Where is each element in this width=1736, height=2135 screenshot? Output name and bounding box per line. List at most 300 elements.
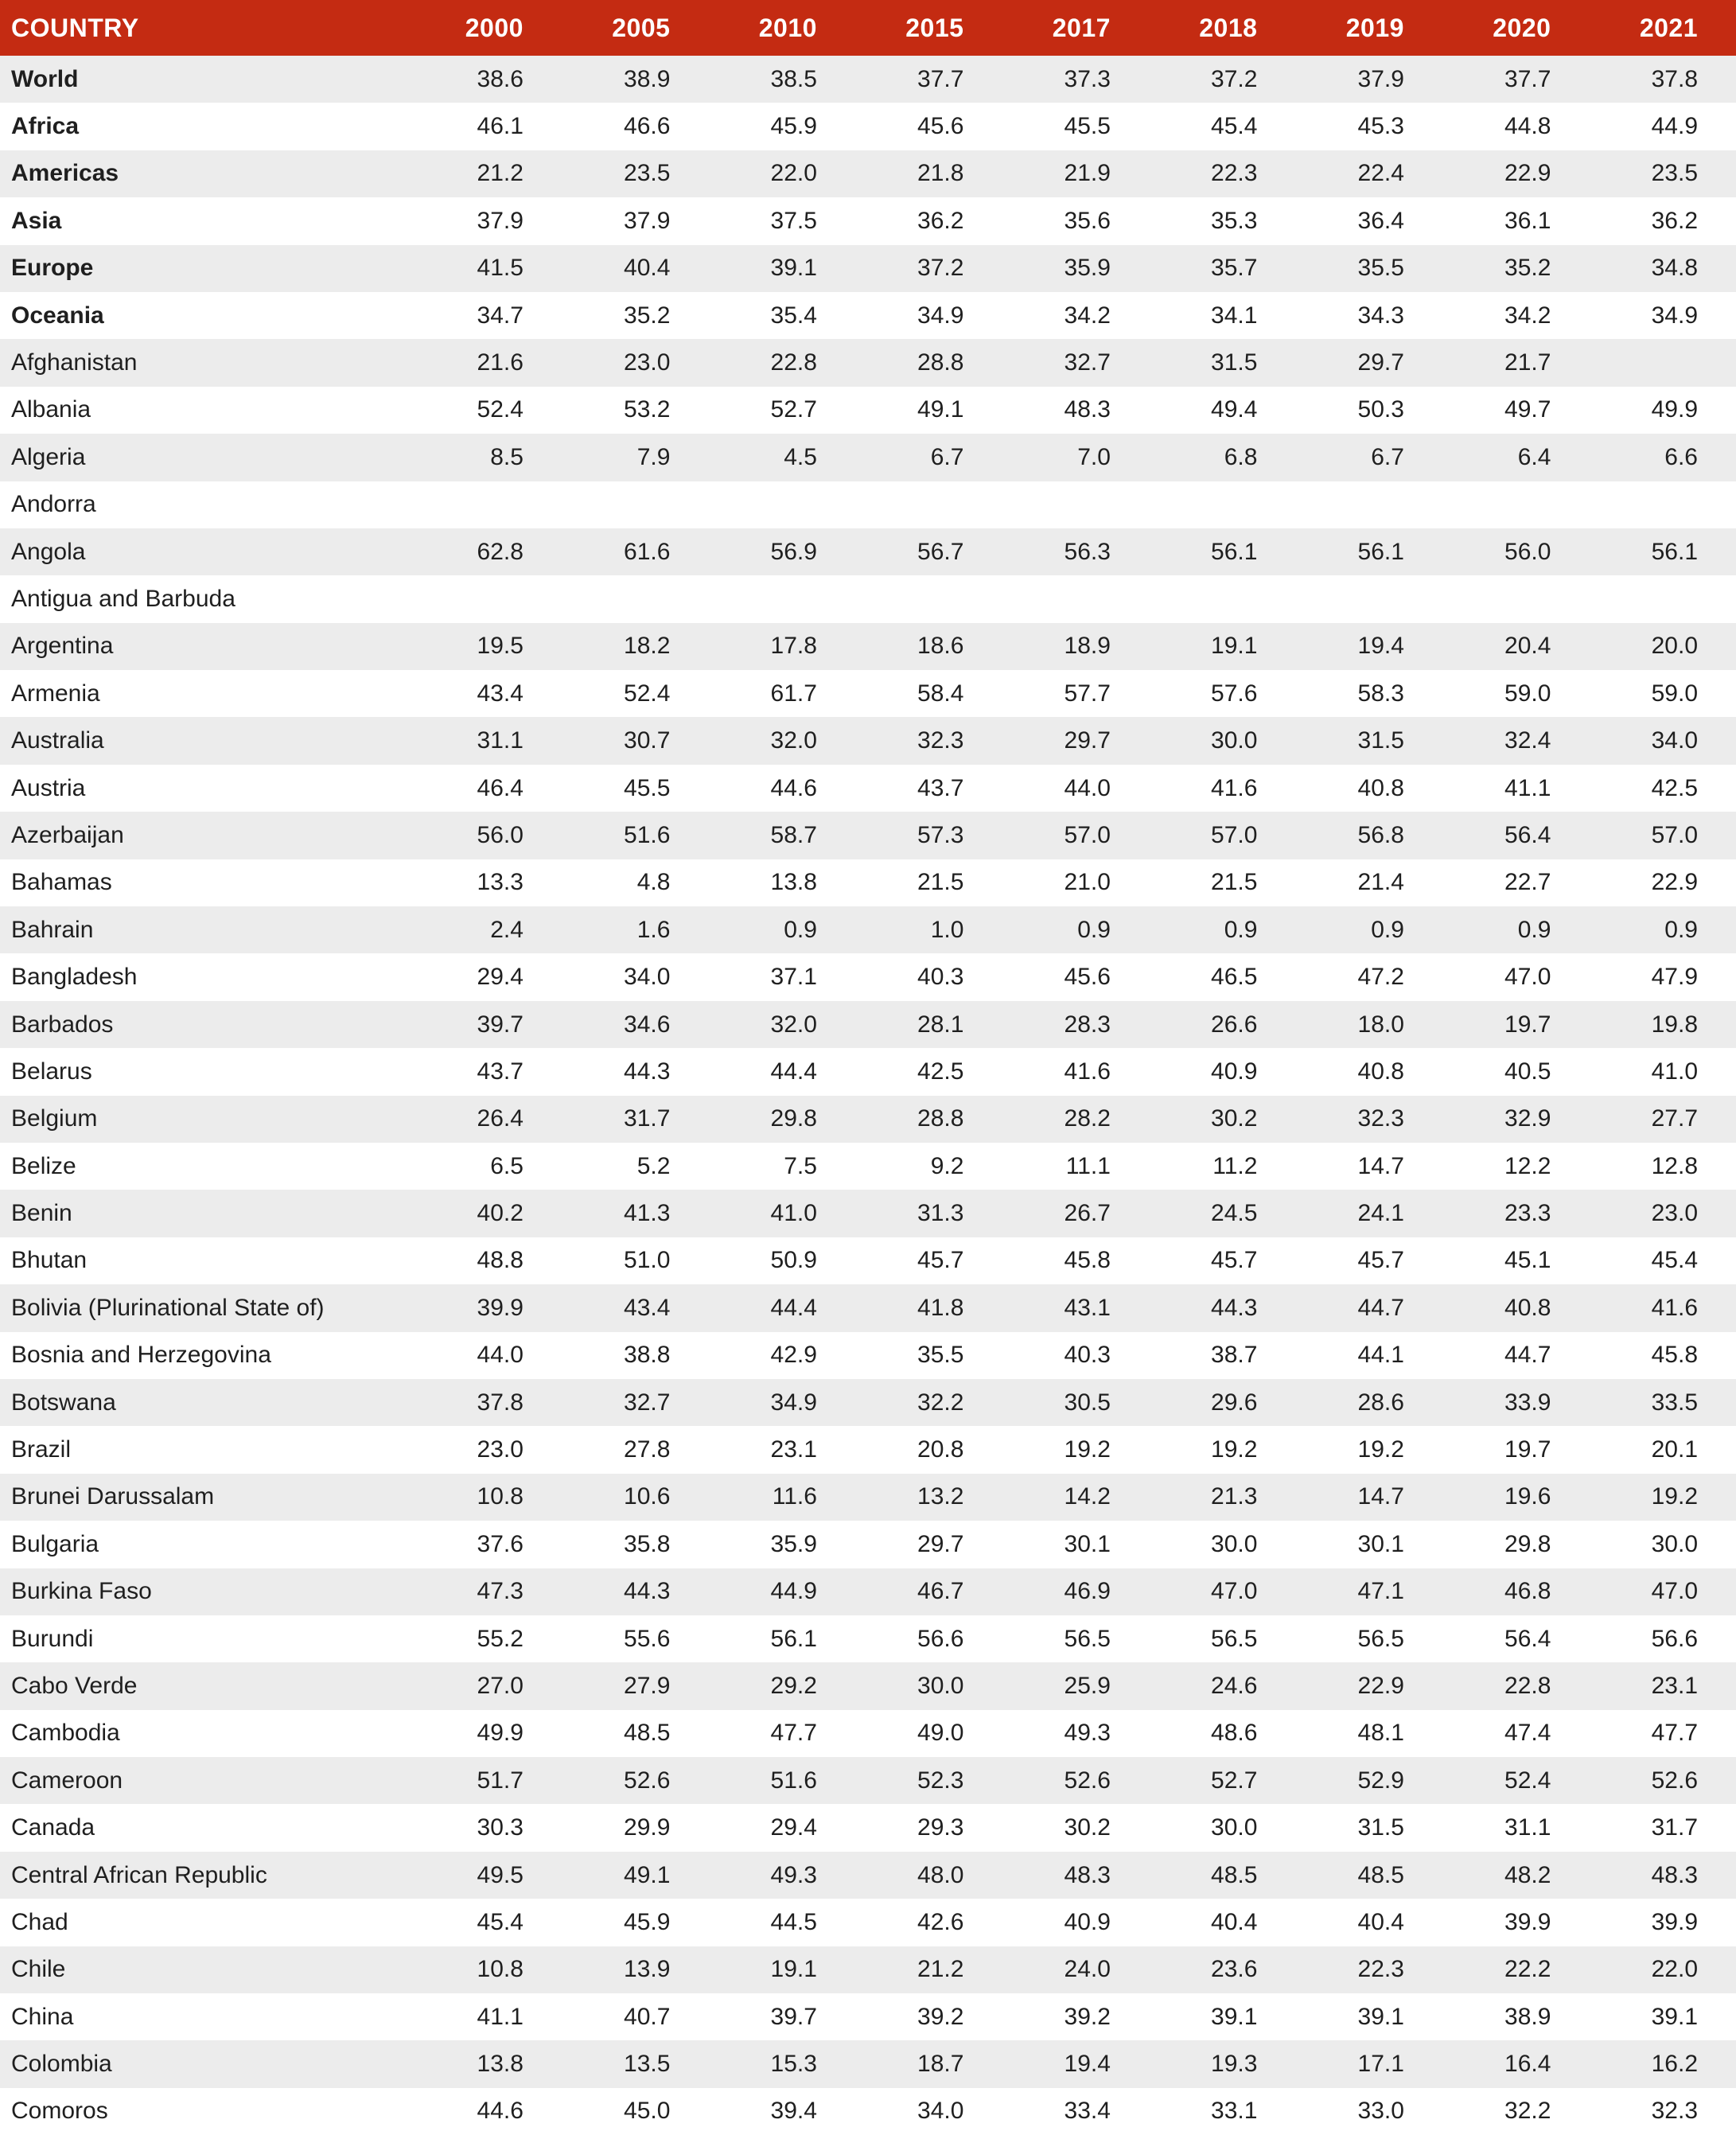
value-cell: 39.2 — [1064, 2003, 1111, 2030]
value-cell: 18.2 — [624, 633, 671, 660]
value-cell: 41.8 — [917, 1294, 964, 1321]
value-cell: 52.9 — [1357, 1767, 1404, 1794]
value-cell: 13.8 — [770, 869, 817, 896]
column-header-year: 2005 — [612, 13, 671, 42]
table-row — [0, 1143, 1736, 1190]
value-cell: 19.3 — [1211, 2051, 1258, 2078]
country-cell: Bhutan — [11, 1247, 88, 1274]
value-cell: 44.4 — [770, 1058, 817, 1085]
column-header-year: 2019 — [1345, 13, 1404, 42]
value-cell: 40.3 — [917, 964, 964, 991]
value-cell: 38.7 — [1211, 1342, 1258, 1369]
value-cell: 44.7 — [1357, 1294, 1404, 1321]
column-header-year: 2015 — [905, 13, 964, 42]
value-cell — [708, 481, 855, 528]
value-cell: 21.8 — [917, 160, 964, 187]
value-cell — [1002, 575, 1149, 622]
region-row — [0, 245, 1736, 292]
value-cell: 56.1 — [1211, 538, 1258, 565]
value-cell: 35.7 — [1211, 255, 1258, 282]
country-cell: Antigua and Barbuda — [11, 585, 235, 612]
value-cell: 41.3 — [624, 1200, 671, 1227]
value-cell: 22.4 — [1357, 160, 1404, 187]
value-cell: 46.6 — [624, 113, 671, 140]
table-row — [0, 906, 1736, 953]
value-cell: 32.2 — [917, 1389, 964, 1416]
region-row — [0, 150, 1736, 197]
value-cell: 12.2 — [1504, 1152, 1551, 1179]
value-cell: 47.7 — [1651, 1720, 1698, 1747]
value-cell: 37.2 — [1211, 65, 1258, 92]
value-cell: 56.0 — [1504, 538, 1551, 565]
value-cell: 22.3 — [1357, 1956, 1404, 1983]
value-cell — [1589, 339, 1736, 386]
value-cell: 17.8 — [770, 633, 817, 660]
country-cell: Benin — [11, 1200, 72, 1227]
country-cell: Colombia — [11, 2051, 112, 2078]
value-cell: 52.4 — [1504, 1767, 1551, 1794]
value-cell: 23.0 — [477, 1436, 524, 1463]
value-cell: 40.7 — [624, 2003, 671, 2030]
value-cell: 47.0 — [1651, 1578, 1698, 1605]
value-cell: 47.2 — [1357, 964, 1404, 991]
value-cell: 57.3 — [917, 821, 964, 848]
value-cell: 22.8 — [1504, 1672, 1551, 1699]
region-row — [0, 197, 1736, 244]
table-row — [0, 434, 1736, 481]
value-cell: 9.2 — [930, 1152, 964, 1179]
country-cell: World — [11, 65, 79, 92]
value-cell: 13.8 — [477, 2051, 524, 2078]
value-cell — [708, 575, 855, 622]
value-cell: 16.4 — [1504, 2051, 1551, 2078]
value-cell: 46.7 — [917, 1578, 964, 1605]
value-cell: 44.1 — [1357, 1342, 1404, 1369]
value-cell: 45.5 — [1064, 113, 1111, 140]
value-cell: 19.8 — [1651, 1011, 1698, 1038]
value-cell: 44.7 — [1504, 1342, 1551, 1369]
value-cell: 46.1 — [477, 113, 524, 140]
value-cell: 14.2 — [1064, 1483, 1111, 1510]
country-cell: Bangladesh — [11, 964, 138, 991]
value-cell: 48.6 — [1211, 1720, 1258, 1747]
value-cell: 10.8 — [477, 1483, 524, 1510]
value-cell: 35.5 — [917, 1342, 964, 1369]
value-cell: 42.5 — [917, 1058, 964, 1085]
value-cell: 39.4 — [770, 2098, 817, 2125]
value-cell: 0.9 — [1664, 916, 1698, 943]
table-row — [0, 953, 1736, 1000]
value-cell: 28.2 — [1064, 1105, 1111, 1132]
value-cell: 23.5 — [1651, 160, 1698, 187]
value-cell: 33.4 — [1064, 2098, 1111, 2125]
value-cell: 49.9 — [477, 1720, 524, 1747]
country-cell: Africa — [11, 113, 80, 140]
column-header-year: 2017 — [1052, 13, 1111, 42]
value-cell: 21.7 — [1504, 349, 1551, 376]
value-cell: 42.6 — [917, 1908, 964, 1935]
value-cell: 42.9 — [770, 1342, 817, 1369]
value-cell: 56.1 — [770, 1625, 817, 1652]
value-cell: 35.9 — [1064, 255, 1111, 282]
country-cell: Brazil — [11, 1436, 72, 1463]
country-cell: Bahamas — [11, 869, 112, 896]
value-cell: 57.0 — [1211, 821, 1258, 848]
value-cell — [855, 481, 1002, 528]
value-cell: 21.9 — [1064, 160, 1111, 187]
table-body — [0, 56, 1736, 2135]
value-cell: 61.7 — [770, 680, 817, 707]
country-cell: Europe — [11, 255, 94, 282]
value-cell: 56.8 — [1357, 821, 1404, 848]
value-cell: 40.9 — [1211, 1058, 1258, 1085]
value-cell: 30.2 — [1064, 1814, 1111, 1841]
value-cell: 37.5 — [770, 207, 817, 234]
value-cell: 39.9 — [477, 1294, 524, 1321]
value-cell: 22.7 — [1504, 869, 1551, 896]
value-cell: 48.3 — [1651, 1861, 1698, 1888]
value-cell: 37.3 — [1064, 65, 1111, 92]
value-cell: 20.4 — [1504, 633, 1551, 660]
value-cell: 32.7 — [1064, 349, 1111, 376]
country-cell: Asia — [11, 207, 62, 234]
value-cell: 34.9 — [917, 302, 964, 329]
value-cell: 38.9 — [1504, 2003, 1551, 2030]
value-cell: 6.4 — [1517, 443, 1551, 470]
value-cell: 45.6 — [917, 113, 964, 140]
country-cell: Angola — [11, 538, 86, 565]
value-cell: 49.3 — [1064, 1720, 1111, 1747]
value-cell: 41.1 — [477, 2003, 524, 2030]
table-row — [0, 1804, 1736, 1851]
value-cell: 44.6 — [477, 2098, 524, 2125]
value-cell: 49.1 — [917, 396, 964, 423]
value-cell: 52.6 — [1651, 1767, 1698, 1794]
value-cell: 45.4 — [477, 1908, 524, 1935]
value-cell: 29.9 — [624, 1814, 671, 1841]
value-cell: 43.7 — [477, 1058, 524, 1085]
value-cell: 18.0 — [1357, 1011, 1404, 1038]
table-row — [0, 717, 1736, 764]
value-cell: 23.5 — [624, 160, 671, 187]
value-cell: 13.9 — [624, 1956, 671, 1983]
value-cell: 19.1 — [770, 1956, 817, 1983]
value-cell: 45.9 — [770, 113, 817, 140]
value-cell: 21.6 — [477, 349, 524, 376]
country-cell: Barbados — [11, 1011, 114, 1038]
value-cell: 34.1 — [1211, 302, 1258, 329]
value-cell: 19.4 — [1357, 633, 1404, 660]
value-cell: 56.5 — [1064, 1625, 1111, 1652]
value-cell: 4.5 — [784, 443, 817, 470]
table-row — [0, 387, 1736, 434]
value-cell: 30.0 — [1211, 1814, 1258, 1841]
value-cell: 40.9 — [1064, 1908, 1111, 1935]
column-header-year: 2020 — [1493, 13, 1551, 42]
value-cell: 29.8 — [1504, 1530, 1551, 1557]
country-cell: Belgium — [11, 1105, 98, 1132]
value-cell: 19.4 — [1064, 2051, 1111, 2078]
value-cell: 30.0 — [1211, 727, 1258, 754]
value-cell: 47.0 — [1504, 964, 1551, 991]
value-cell: 56.7 — [917, 538, 964, 565]
table-row — [0, 1096, 1736, 1143]
value-cell: 44.9 — [1651, 113, 1698, 140]
value-cell: 47.1 — [1357, 1578, 1404, 1605]
value-cell: 39.7 — [477, 1011, 524, 1038]
value-cell: 25.9 — [1064, 1672, 1111, 1699]
value-cell: 32.3 — [917, 727, 964, 754]
value-cell: 51.6 — [770, 1767, 817, 1794]
value-cell: 39.1 — [770, 255, 817, 282]
value-cell: 47.3 — [477, 1578, 524, 1605]
value-cell: 38.9 — [624, 65, 671, 92]
country-cell: Afghanistan — [11, 349, 138, 376]
value-cell: 29.7 — [1357, 349, 1404, 376]
value-cell: 45.7 — [917, 1247, 964, 1274]
value-cell: 23.6 — [1211, 1956, 1258, 1983]
table-row — [0, 1615, 1736, 1662]
value-cell: 19.5 — [477, 633, 524, 660]
country-cell: Americas — [11, 160, 119, 187]
value-cell: 36.2 — [1651, 207, 1698, 234]
value-cell: 45.4 — [1211, 113, 1258, 140]
table-row — [0, 1474, 1736, 1521]
value-cell: 45.5 — [624, 774, 671, 801]
value-cell: 34.0 — [917, 2098, 964, 2125]
value-cell: 28.3 — [1064, 1011, 1111, 1038]
value-cell: 29.4 — [770, 1814, 817, 1841]
value-cell — [415, 575, 562, 622]
value-cell: 46.8 — [1504, 1578, 1551, 1605]
table-row — [0, 765, 1736, 812]
value-cell: 40.8 — [1504, 1294, 1551, 1321]
value-cell: 61.6 — [624, 538, 671, 565]
value-cell: 45.4 — [1651, 1247, 1698, 1274]
value-cell: 41.6 — [1064, 1058, 1111, 1085]
value-cell: 30.5 — [1064, 1389, 1111, 1416]
table-row — [0, 812, 1736, 859]
value-cell: 34.6 — [624, 1011, 671, 1038]
value-cell: 5.2 — [636, 1152, 671, 1179]
value-cell: 48.5 — [1211, 1861, 1258, 1888]
value-cell: 32.4 — [1504, 727, 1551, 754]
value-cell: 37.9 — [1357, 65, 1404, 92]
value-cell: 1.6 — [636, 916, 671, 943]
country-cell: Burkina Faso — [11, 1578, 152, 1605]
value-cell: 52.6 — [624, 1767, 671, 1794]
table-row — [0, 1426, 1736, 1473]
value-cell: 40.4 — [624, 255, 671, 282]
table-row — [0, 1662, 1736, 1709]
table-row — [0, 859, 1736, 906]
value-cell: 20.8 — [917, 1436, 964, 1463]
value-cell: 10.8 — [477, 1956, 524, 1983]
value-cell — [1002, 481, 1149, 528]
value-cell: 43.4 — [624, 1294, 671, 1321]
value-cell: 21.0 — [1064, 869, 1111, 896]
value-cell: 31.5 — [1357, 1814, 1404, 1841]
value-cell: 6.6 — [1664, 443, 1698, 470]
value-cell: 36.1 — [1504, 207, 1551, 234]
country-cell: Bosnia and Herzegovina — [11, 1342, 271, 1369]
value-cell: 35.4 — [770, 302, 817, 329]
table-header — [0, 0, 1736, 56]
table-row — [0, 623, 1736, 670]
value-cell: 34.9 — [770, 1389, 817, 1416]
value-cell: 37.2 — [917, 255, 964, 282]
table-row — [0, 1521, 1736, 1568]
table-row — [0, 1379, 1736, 1426]
value-cell: 13.2 — [917, 1483, 964, 1510]
value-cell: 56.4 — [1504, 1625, 1551, 1652]
value-cell: 44.3 — [624, 1058, 671, 1085]
value-cell: 52.3 — [917, 1767, 964, 1794]
value-cell: 18.9 — [1064, 633, 1111, 660]
value-cell: 58.4 — [917, 680, 964, 707]
value-cell: 45.1 — [1504, 1247, 1551, 1274]
value-cell: 48.0 — [917, 1861, 964, 1888]
value-cell: 44.3 — [1211, 1294, 1258, 1321]
value-cell: 44.0 — [1064, 774, 1111, 801]
country-cell: Argentina — [11, 633, 114, 660]
table-row — [0, 1332, 1736, 1379]
value-cell: 31.5 — [1357, 727, 1404, 754]
value-cell: 29.2 — [770, 1672, 817, 1699]
value-cell: 27.9 — [624, 1672, 671, 1699]
value-cell: 32.7 — [624, 1389, 671, 1416]
value-cell: 44.8 — [1504, 113, 1551, 140]
value-cell: 39.2 — [917, 2003, 964, 2030]
value-cell: 21.2 — [477, 160, 524, 187]
value-cell: 45.7 — [1211, 1247, 1258, 1274]
value-cell: 53.2 — [624, 396, 671, 423]
value-cell — [1149, 575, 1296, 622]
value-cell: 56.0 — [477, 821, 524, 848]
value-cell: 18.6 — [917, 633, 964, 660]
value-cell: 28.8 — [917, 349, 964, 376]
value-cell: 32.9 — [1504, 1105, 1551, 1132]
value-cell: 7.9 — [636, 443, 671, 470]
value-cell: 35.2 — [624, 302, 671, 329]
value-cell: 48.5 — [624, 1720, 671, 1747]
value-cell: 29.6 — [1211, 1389, 1258, 1416]
value-cell: 34.0 — [1651, 727, 1698, 754]
value-cell: 31.1 — [1504, 1814, 1551, 1841]
value-cell: 45.8 — [1651, 1342, 1698, 1369]
value-cell: 32.2 — [1504, 2098, 1551, 2125]
region-row — [0, 292, 1736, 339]
value-cell: 23.0 — [624, 349, 671, 376]
value-cell: 6.7 — [930, 443, 964, 470]
value-cell: 31.3 — [917, 1200, 964, 1227]
value-cell: 10.6 — [624, 1483, 671, 1510]
value-cell: 22.9 — [1504, 160, 1551, 187]
value-cell: 24.6 — [1211, 1672, 1258, 1699]
value-cell: 32.0 — [770, 727, 817, 754]
value-cell: 0.9 — [1077, 916, 1111, 943]
column-header-year: 2000 — [465, 13, 524, 42]
value-cell: 27.0 — [477, 1672, 524, 1699]
country-cell: Australia — [11, 727, 104, 754]
table-row — [0, 1993, 1736, 2040]
value-cell: 31.7 — [624, 1105, 671, 1132]
value-cell: 6.5 — [490, 1152, 524, 1179]
table-row — [0, 1284, 1736, 1331]
country-cell: Bahrain — [11, 916, 94, 943]
value-cell — [562, 481, 709, 528]
value-cell: 24.1 — [1357, 1200, 1404, 1227]
value-cell: 32.0 — [770, 1011, 817, 1038]
value-cell: 19.6 — [1504, 1483, 1551, 1510]
value-cell: 52.7 — [1211, 1767, 1258, 1794]
country-cell: Belize — [11, 1152, 76, 1179]
value-cell: 34.3 — [1357, 302, 1404, 329]
value-cell: 56.3 — [1064, 538, 1111, 565]
value-cell: 19.2 — [1357, 1436, 1404, 1463]
value-cell: 40.8 — [1357, 774, 1404, 801]
value-cell: 57.0 — [1651, 821, 1698, 848]
value-cell: 38.5 — [770, 65, 817, 92]
column-header-country: COUNTRY — [11, 13, 139, 42]
table-row — [0, 1237, 1736, 1284]
value-cell: 40.4 — [1211, 1908, 1258, 1935]
value-cell: 35.3 — [1211, 207, 1258, 234]
value-cell: 1.0 — [930, 916, 964, 943]
value-cell: 14.7 — [1357, 1483, 1404, 1510]
value-cell: 49.4 — [1211, 396, 1258, 423]
value-cell: 37.6 — [477, 1530, 524, 1557]
country-cell: Chad — [11, 1908, 68, 1935]
value-cell: 28.1 — [917, 1011, 964, 1038]
value-cell: 56.1 — [1357, 538, 1404, 565]
value-cell: 52.7 — [770, 396, 817, 423]
value-cell: 41.6 — [1211, 774, 1258, 801]
table-row — [0, 1899, 1736, 1946]
value-cell: 11.1 — [1065, 1152, 1111, 1179]
value-cell: 36.2 — [917, 207, 964, 234]
value-cell: 33.1 — [1211, 2098, 1258, 2125]
value-cell: 15.3 — [770, 2051, 817, 2078]
value-cell: 56.6 — [1651, 1625, 1698, 1652]
value-cell: 19.2 — [1064, 1436, 1111, 1463]
value-cell: 6.7 — [1371, 443, 1404, 470]
value-cell: 2.4 — [490, 916, 524, 943]
country-cell: Austria — [11, 774, 86, 801]
value-cell: 49.7 — [1504, 396, 1551, 423]
value-cell: 28.8 — [917, 1105, 964, 1132]
value-cell: 37.7 — [1504, 65, 1551, 92]
value-cell: 51.7 — [477, 1767, 524, 1794]
table-row — [0, 2088, 1736, 2135]
value-cell: 13.5 — [624, 2051, 671, 2078]
value-cell — [1295, 575, 1442, 622]
value-cell: 0.9 — [1371, 916, 1404, 943]
value-cell: 47.9 — [1651, 964, 1698, 991]
value-cell: 49.9 — [1651, 396, 1698, 423]
value-cell: 40.8 — [1357, 1058, 1404, 1085]
value-cell: 34.2 — [1504, 302, 1551, 329]
value-cell — [1442, 481, 1590, 528]
table-row — [0, 1568, 1736, 1615]
table-row — [0, 1190, 1736, 1237]
value-cell: 29.3 — [917, 1814, 964, 1841]
value-cell: 31.1 — [477, 727, 524, 754]
value-cell: 35.8 — [624, 1530, 671, 1557]
value-cell: 51.6 — [624, 821, 671, 848]
value-cell: 43.1 — [1064, 1294, 1111, 1321]
value-cell: 20.1 — [1651, 1436, 1698, 1463]
